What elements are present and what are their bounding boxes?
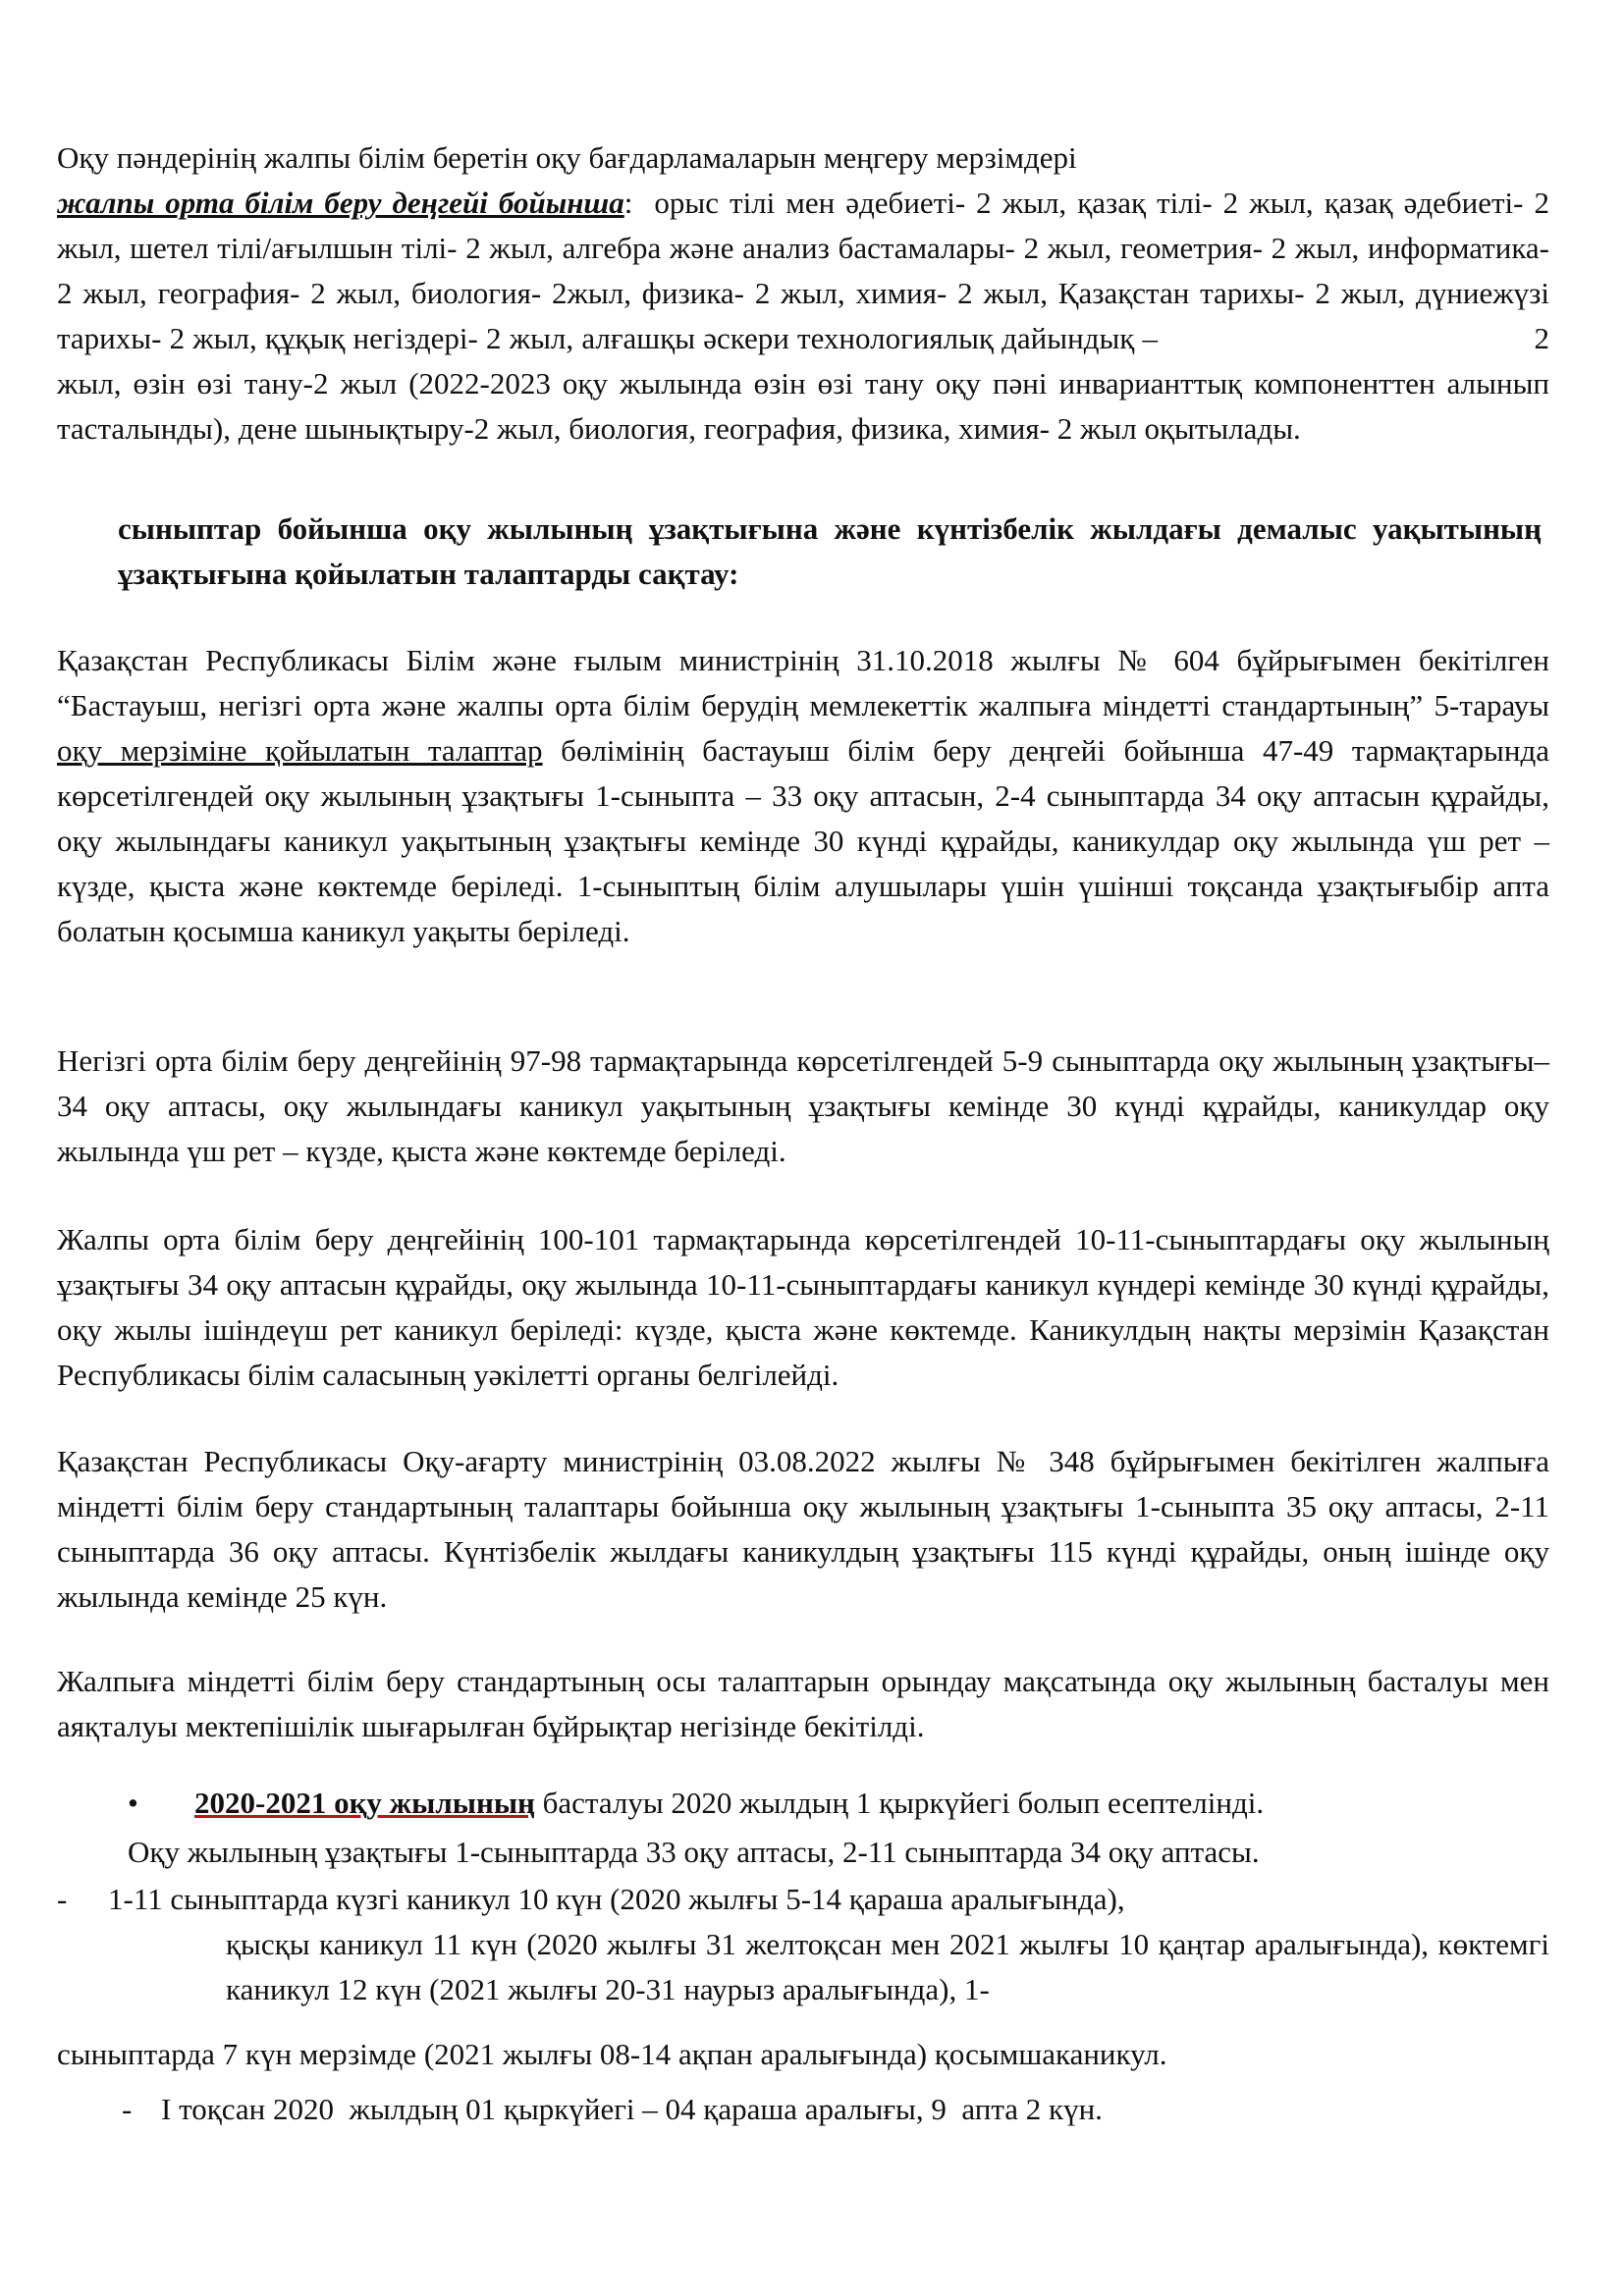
underlined-requirements-term: оқу мерзіміне қойылатын талаптар <box>57 733 543 768</box>
holiday-winter-spring-text: қысқы каникул 11 күн (2020 жылғы 31 желтоқсан мен 2021 жылғы 10 қаңтар аралығында), көктемгі каникул 12 күн (2021 жылғы 20-31 наурыз аралығында), 1- <box>226 1927 1549 2006</box>
first-quarter-text: І тоқсан 2020 жылдың 01 қыркүйегі – 04 қараша аралығы, 9 апта 2 күн. <box>161 2092 1103 2126</box>
additional-holiday-line: сыныптарда 7 күн мерзімде (2021 жылғы 08-14 ақпан аралығында) қосымшаканикул. <box>57 2037 1167 2071</box>
paragraph-standard-implementation: Жалпыға міндетті білім беру стандартының осы талаптарын орындау мақсатында оқу жылының басталуы мен аяқталуы мектепішілік шығарылған бұйрықтар негізінде бекітілді. <box>57 1664 1549 1743</box>
dash-item-body <box>108 1877 1549 2012</box>
dash-list-item-first-quarter <box>122 2087 1103 2132</box>
bullet-item-text <box>194 1781 1264 1826</box>
paragraph-ministry-order-2022: Қазақстан Республикасы Оқу-ағарту министрінің 03.08.2022 жылғы № 348 бұйрығымен бекітілген жалпыға міндетті білім беру стандартының талаптары бойынша оқу жылының ұзақтығы 1-сыныпта 35 оқу аптасы, 2-11 сыныптарда 36 оқу аптасы. Күнтізбелік жылдағы каникулдың ұзақтығы 115 күнді құрайды, оның ішінде оқу жылында кемінде 25 күн. <box>57 1444 1549 1614</box>
emphasis-general-secondary-level: жалпы орта білім беру деңгейі бойынша <box>57 186 624 220</box>
section-heading: сыныптар бойынша оқу жылының ұзақтығына және күнтізбелік жылдағы демалыс уақытының ұзақтығына қойылатын талаптарды сақтау: <box>118 511 1542 591</box>
paragraph-subject-durations <box>57 135 1557 452</box>
academic-year-label: 2020-2021 оқу жылының <box>194 1786 535 1820</box>
paragraph-intro-line: Оқу пәндерінің жалпы білім беретін оқу бағдарламаларын меңгеру мерзімдері <box>57 140 1077 175</box>
paragraph-text: Қазақстан Республикасы Білім және ғылым министрінің 31.10.2018 жылғы № 604 бұйрығымен бекітілген “Бастауыш, негізгі орта және жалпы орта білім берудің мемлекеттік жалпыға міндетті стандартының” 5-тарауы <box>57 643 1549 722</box>
bullet-item-rest: басталуы 2020 жылдың 1 қыркүйегі болып есептелінді. <box>534 1786 1265 1820</box>
paragraph-standard-requirements <box>57 638 1549 954</box>
paragraph-basic-secondary: Негізгі орта білім беру деңгейінің 97-98 тармақтарында көрсетілгендей 5-9 сыныптарда оқу жылының ұзақтығы–34 оқу аптасы, оқу жылындағы каникул уақытының ұзақтығы кемінде 30 күнді құрайды, каникулдар оқу жылында үш рет – күзде, қыста және көктемде беріледі. <box>57 1043 1549 1168</box>
colon-text: : <box>623 186 633 220</box>
dash-marker: - <box>122 2092 133 2126</box>
dash-marker: - <box>57 1882 68 1916</box>
bullet-icon: • <box>128 1786 138 1820</box>
paragraph-text: бөлімінің бастауыш білім беру деңгейі бойынша 47-49 тармақтарында көрсетілгендей оқу жылының ұзақтығы 1-сыныпта – 33 оқу аптасын, 2-4 сыныптарда 34 оқу аптасын құрайды, оқу жылындағы каникул уақытының ұзақтығы кемінде 30 күнді құрайды, каникулдар оқу жылында үш рет – күзде, қыста және көктемде беріледі. 1-сыныптың білім алушылары үшін үшінші тоқсанда ұзақтығыбір апта болатын қосымша каникул уақыты беріледі. <box>57 733 1549 948</box>
subject-list-text: орыс тілі мен әдебиеті- 2 жыл, қазақ тілі- 2 жыл, қазақ әдебиеті- 2 жыл, шетел тілі/ағылшын тілі- 2 жыл, алгебра және анализ бастамалары- 2 жыл, геометрия- 2 жыл, информатика- 2 жыл, география- 2 жыл, биология- 2жыл, физика- 2 жыл, химия- 2 жыл, Қазақстан тарихы- 2 жыл, дүниежүзі тарихы- 2 жыл, құқық негіздері- 2 жыл, алғашқы әскери технологиялық дайындық – 2 жыл, өзін өзі тану-2 жыл (2022-2023 оқу жылында өзін өзі тану оқу пәні инварианттық компоненттен алынып тасталынды), дене шынықтыру-2 жыл, биология, география, физика, химия- 2 жыл оқытылады. <box>57 186 1557 446</box>
paragraph-general-secondary: Жалпы орта білім беру деңгейінің 100-101 тармақтарында көрсетілгендей 10-11-сыныптардағы оқу жылының ұзақтығы 34 оқу аптасын құрайды, оқу жылында 10-11-сыныптардағы каникул күндері кемінде 30 күнді құрайды, оқу жылы ішіндеүш рет каникул беріледі: күзде, қыста және көктемде. Каникулдың нақты мерзімін Қазақстан Республикасы білім саласының уәкілетті органы белгілейді. <box>57 1222 1549 1392</box>
holiday-autumn-text: 1-11 сыныптарда күзгі каникул 10 күн (2020 жылғы 5-14 қараша аралығында), <box>108 1882 1125 1916</box>
academic-year-duration-line: Оқу жылының ұзақтығы 1-сыныптарда 33 оқу аптасы, 2-11 сыныптарда 34 оқу аптасы. <box>128 1835 1260 1869</box>
